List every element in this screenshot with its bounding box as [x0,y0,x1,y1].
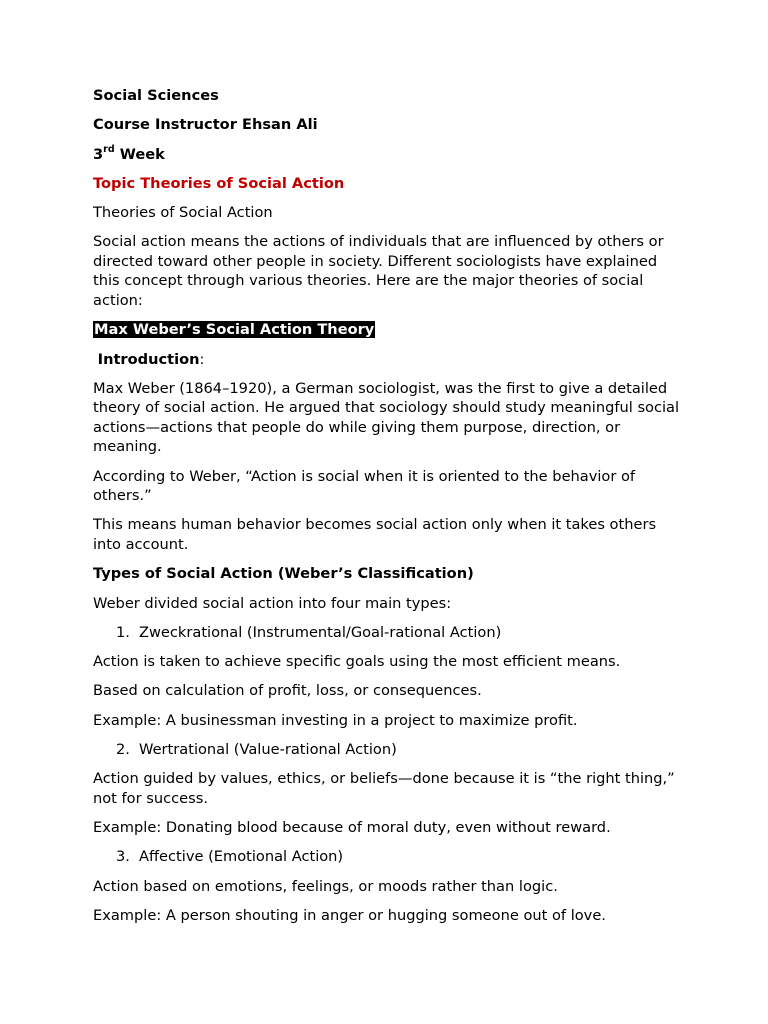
list-number: 1. [116,623,130,641]
subject-line: Social Sciences [93,87,219,104]
document-page [93,86,683,935]
list-item-1 [93,623,683,643]
list-item-2 [93,740,683,760]
week-word: Week [114,145,165,163]
types-heading: Types of Social Action (Weber’s Classification) [93,565,474,583]
types-lead: Weber divided social action into four main types: [93,594,452,612]
list-number: 2. [116,741,130,759]
list-title: Wertrational (Value-rational Action) [139,741,397,759]
weber-paragraph-3: This means human behavior becomes social action only when it takes others into account. [93,516,657,553]
weber-section-title: Max Weber’s Social Action Theory [94,321,375,339]
weber-section-title-line [93,320,683,340]
week-line [93,145,683,165]
list-title: Affective (Emotional Action) [139,848,344,866]
weber-paragraph-2: According to Weber, “Action is social when it is oriented to the behavior of others.” [93,467,636,505]
item-3-line-1: Action based on emotions, feelings, or moods rather than logic. [93,877,558,895]
item-1-line-1: Action is taken to achieve specific goals using the most efficient means. [93,653,621,671]
week-ordinal: rd [103,143,115,155]
intro-heading: Theories of Social Action [93,204,273,222]
introduction-label: Introduction [97,350,200,368]
introduction-line [93,350,683,370]
intro-paragraph: Social action means the actions of individuals that are influenced by others or directed toward other people in society. Different sociologists have explained this concept through various theories. Here are the major theories of social action: [93,233,664,309]
instructor-line: Course Instructor Ehsan Ali [93,116,318,134]
week-number: 3 [93,145,104,163]
list-title: Zweckrational (Instrumental/Goal-rational Action) [139,623,502,641]
item-3-line-2: Example: A person shouting in anger or hugging someone out of love. [93,907,606,925]
item-1-line-2: Based on calculation of profit, loss, or consequences. [93,682,482,700]
item-1-line-3: Example: A businessman investing in a project to maximize profit. [93,711,578,729]
topic-line: Topic Theories of Social Action [93,174,345,192]
weber-paragraph-1: Max Weber (1864–1920), a German sociologist, was the first to give a detailed theory of social action. He argued that sociology should study meaningful social actions—actions that people do while giving them purpose, direction, or meaning. [93,379,680,456]
item-2-line-1: Action guided by values, ethics, or beliefs—done because it is “the right thing,” not for success. [93,770,675,807]
item-2-line-2: Example: Donating blood because of moral duty, even without reward. [93,819,611,837]
introduction-colon: : [199,350,205,368]
list-item-3 [93,847,683,867]
list-number: 3. [116,848,130,866]
